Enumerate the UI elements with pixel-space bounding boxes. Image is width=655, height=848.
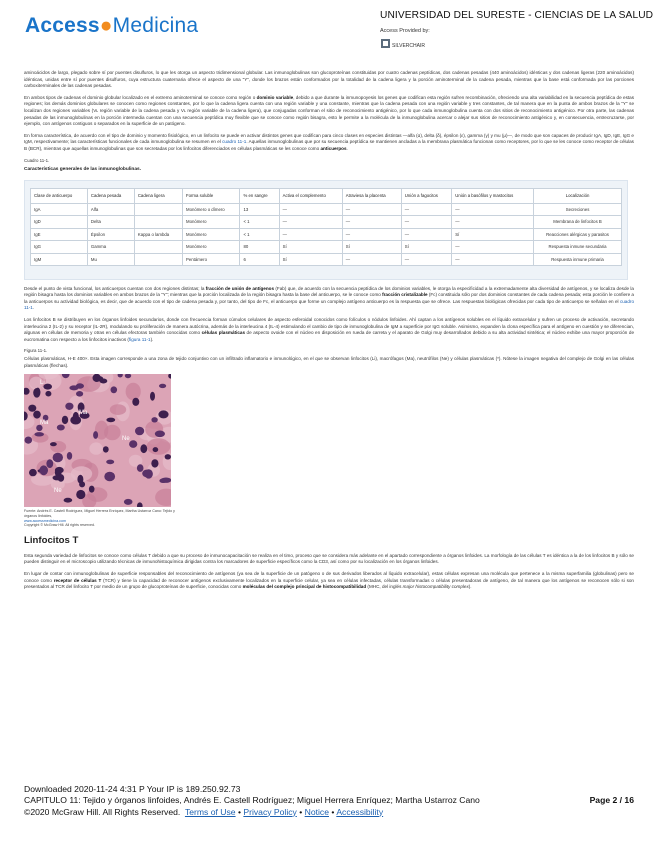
table-cell: — [452,203,534,216]
table-row [31,228,622,241]
micrograph-label: Ma [79,410,88,417]
table-cell: Mu [87,253,134,266]
table-row [31,216,622,229]
footer-separator: • [329,806,337,817]
nucleus-shape [124,499,133,505]
nucleus-shape [53,453,63,463]
table-cell: 80 [240,241,279,254]
paragraph-text: Los linfocitos B se distribuyen en los órganos linfoides secundarios, donde con frecuencia forman cúmulos celulares de aspecto esferoidal conocidos como folículos o nódulos linfoides. Ahí captan a los antígenos solubles en el líquido extracelular y sufren un proceso de activación, secretando interleucina 2 (IL-2) y su receptor (IL-2R), modulando su proliferación de manera autócrina, además de la interleucina 4 (IL-4) estimulando el cambio de tipo de inmunoglobulina de IgM a superficie por IgG soluble. Asimismo, expanden la clona específica para el antígeno en cuestión y se diferencian, algunas en células de memoria y otras en células efectoras también conocidas como [24,316,634,336]
table-cell: Secreciones [534,203,622,216]
table-cell: Sí [401,241,452,254]
plasma-cells-micrograph[interactable] [24,374,171,507]
table-header-cell: Clase de anticuerpo [31,188,88,203]
paragraph-text: (TCR) y tiene la capacidad de reconocer antígenos exclusivamente localizados en la superficie celular, ya sea en células infectadas, células transformadas o células presentadoras de antígeno, de tal manera que los antígenos se reconocen sólo si son presentados al TCR del linfocito T por medio de un grupo de glucoproteínas de superficie, conocidas como [24,577,634,590]
table-header-row [31,188,622,203]
paragraph [24,70,634,90]
table-cell [134,216,182,229]
table-cell: — [401,253,452,266]
paragraph-text: . Aquellas inmunoglobulinas que por su secuencia peptídica se mantienen ancladas a la membrana plasmática funcionan como receptores, por lo que se les conoce como receptor de células B (BCR), mientras que aquellas inmunoglobulinas que son secretadas por los linfocitos diferenciados en células plasmáticas se les conoce como [24,139,634,151]
nucleus-shape [35,388,40,396]
article-content [24,70,634,596]
paragraph-text: Esta segunda variedad de linfocitos se conoce como células T debido a que su proceso de inmunocapacitación se realiza en el timo, proceso que se considera más adelante en el apartado correspondiente a órganos linfoides. La morfología de las células T es idéntica a la de los linfocitos B y sólo se pueden distinguir en el microscopio utilizando técnicas de inmunohistoquímica dirigidas contra los marcadores de superficie específicos como la CD3, así como por su localización en los órganos linfoides. [24,552,634,565]
nucleus-shape [129,441,137,449]
paragraph [24,317,634,343]
footer-separator: • [296,806,305,817]
table-cell: < 1 [240,216,279,229]
paragraph [24,133,634,153]
table-cell: Sí [342,241,401,254]
function-paragraphs [24,286,634,344]
paragraph-text: (Fc) constituida sólo por dos dominios constantes de cada cadena pesada; esta porción le confiere a la anticuerpos su actividad biológica, es decir, que de acuerdo con el tipo de cadena pesada y, por tanto, del tipo de Fc, el anticuerpo que forme un complejo antígeno anticuerpo es la respuesta que se ofrece. Las respuestas biológicas ofrecidas por cada tipo de anticuerpo se señalan en el [24,292,634,304]
page-footer [24,784,634,818]
nucleus-shape [43,384,52,390]
nucleus-shape [62,416,68,424]
table-cell: < 1 [240,228,279,241]
nucleus-shape [57,425,65,431]
nucleus-shape [142,470,151,478]
paragraph [24,571,634,591]
table-header-cell: Localización [534,188,622,203]
nucleus-shape [104,472,115,481]
table-cell: Respuesta inmune primaria [534,253,622,266]
table-header-cell: % en sangre [240,188,279,203]
paragraph-text: Desde el punto de vista funcional, los anticuerpos cuentan con dos regiones distintas; la [24,285,206,291]
table-cell: Épsilon [87,228,134,241]
table-cell: IgD [31,216,88,229]
table-cell: Monómero [182,216,239,229]
table-cell: — [452,241,534,254]
bold-term: moléculas del complejo principal de histocompatibilidad [242,584,367,590]
cytoplasm-shape [147,439,171,455]
nucleus-shape [69,386,78,391]
nucleus-shape [155,431,165,438]
nucleus-shape [137,465,144,473]
cross-reference-link[interactable]: figura 11-1 [128,336,151,342]
bold-term: receptor de células T [53,577,102,583]
nucleus-shape [33,411,41,419]
paragraph-text: ). [468,584,472,590]
table-cell: Gamma [87,241,134,254]
accessibility-link[interactable]: Accessibility [336,806,384,817]
nucleus-shape [150,392,155,401]
nucleus-shape [132,398,139,406]
page-number: Page 2 / 16 [589,795,634,805]
micrograph-image [24,374,171,507]
nucleus-shape [67,452,72,460]
cytoplasm-shape [126,383,141,401]
table-cell: 13 [240,203,279,216]
paragraph-text: . [346,145,348,151]
nucleus-shape [65,403,73,410]
table-header-cell: Forma soluble [182,188,239,203]
nucleus-shape [106,460,114,465]
table-cell: — [401,203,452,216]
terms-of-use-link[interactable]: Terms of Use [184,806,236,817]
nucleus-shape [76,391,83,397]
immunoglobulin-table-box [24,180,628,280]
paragraph-text: (Fab) que, de acuerdo con la secuencia peptídica de los dominios variables, le otorga la especificidad a la extremadamente alta diversidad de antígenos, y se localiza desde la región bisagra hasta los dominios variables en ambos brazos de la "Y"; mientras que la porción localizada de la región bisagra hasta la base del anticuerpo, se le conoce como [24,285,634,298]
nucleus-shape [151,460,158,468]
table-cell: — [342,216,401,229]
nucleus-shape [28,405,36,412]
university-name: UNIVERSIDAD DEL SURESTE - CIENCIAS DE LA SALUD [380,10,654,21]
table-cell: Membrana de linfocitos B [534,216,622,229]
provider-logo [381,38,429,52]
logo-medicina-text: Medicina [112,14,199,37]
table-header-cell: Activa el complemento [279,188,342,203]
nucleus-shape [70,416,81,425]
micrograph-label: Ma [40,420,49,427]
table-cell: — [401,216,452,229]
nucleus-shape [93,432,98,440]
table-header-cell: Cadena pesada [87,188,134,203]
cross-reference-link[interactable]: cuadro 11-1 [222,139,247,145]
table-header-cell: Unión a basófilos y mastocitos [452,188,534,203]
caption-source: Fuente: Andrés E. Castell Rodríguez, Miguel Herrera Enríquez, Martha Ustarroz Cano: Tejido y órganos linfoides, [24,509,175,519]
cytoplasm-shape [110,405,126,416]
nucleus-shape [135,427,144,436]
linfocitos-t-paragraphs [24,553,634,591]
figura-label: Figura 11-1. [24,348,48,354]
paragraph-text: aminoácidos de largo, plegado sobre sí por puentes disulfuros, lo que les otorga un aspecto tridimensional globular. Las inmunoglobulinas son glucoproteínas constituidas por cuatro cadenas peptídicas, dos cadenas pesadas (440 aminoácidos) idénticas y dos cadenas ligeras (220 aminoácidos) idénticas, unidas entre sí por puentes disulfuros, cuya estructura cuaternaria ofrece el aspecto de una "Y", donde los brazos están conformados por la totalidad de la cadena ligera y la porción aminoterminal de la cadena pesada, mientras que la base está conformada por las porciones carboxiterminales de las cadenas pesadas. [24,70,634,89]
table-cell: — [342,253,401,266]
table-cell: IgE [31,228,88,241]
bold-term: fracción de unión de antígenos [205,285,275,291]
cuadro-label: Cuadro 11-1. [24,157,50,163]
table-cell: Alfa [87,203,134,216]
table-cell: — [342,228,401,241]
nucleus-shape [29,469,37,476]
copyright-line [24,807,634,818]
bold-term: células plasmáticas [201,330,246,336]
intro-paragraphs [24,70,634,153]
nucleus-shape [46,460,53,469]
table-body [31,203,622,266]
table-cell: — [452,253,534,266]
cytoplasm-shape [89,443,102,455]
nucleus-shape [165,455,171,460]
nucleus-shape [140,445,147,454]
table-cell: Monómero [182,228,239,241]
table-cell: Sí [279,253,342,266]
paragraph-text: En ambos tipos de cadenas el dominio globular localizado en el extremo aminoterminal se conoce como región o [24,94,257,100]
table-cell: IgA [31,203,88,216]
table-header-cell: Unión a fagocitos [401,188,452,203]
table-cell [134,241,182,254]
table-row [31,253,622,266]
accessmedicina-logo[interactable] [25,14,198,38]
bold-term: anticuerpos [320,145,347,151]
nucleus-shape [100,379,108,384]
bold-term: dominio variable [256,94,294,100]
table-cell: — [452,216,534,229]
paragraph-text: En forma característica, de acuerdo con el tipo de dominio y momento fisiológico, en un linfocito se puede en activar distintos genes que codifican para cinco clases en especies distintas —alfa (α), delta (δ), épsilon (ε), gamma (γ) y mu (μ)—, de modo que son capaces de producir IgA, IgD, IgE, IgG e IgM, respectivamente; las características funcionales de cada inmunoglobulina se resumen en el [24,132,634,145]
paragraph [24,286,634,312]
nucleus-shape [53,476,62,481]
table-cell: Delta [87,216,134,229]
table-cell: — [279,228,342,241]
nucleus-shape [64,498,73,503]
nucleus-shape [77,475,83,484]
table-cell: Pentámero [182,253,239,266]
table-cell: — [279,203,342,216]
nucleus-shape [55,467,64,473]
caption-url[interactable]: www.accessmedicina.com [24,518,66,523]
paragraph-text: major histocompatibility complex [402,584,469,590]
nucleus-shape [161,478,171,483]
table-header-cell: Atraviesa la placenta [342,188,401,203]
micrograph-label: Ne [54,488,62,495]
paragraph [24,553,634,566]
paragraph-text: (MHC, del inglés [366,584,403,590]
micrograph-label: Li [40,380,45,387]
micrograph-label: Ne [122,436,130,443]
table-cell: IgG [31,241,88,254]
nucleus-shape [159,384,166,388]
nucleus-shape [45,391,51,397]
download-info: Downloaded 2020-11-24 4:31 P Your IP is 189.250.92.73 [24,784,241,794]
table-cell: Monómero [182,241,239,254]
table-cell: 6 [240,253,279,266]
bold-term: fracción cristalizable [382,292,428,298]
table-cell: Reacciones alérgicas y parasitos [534,228,622,241]
nucleus-shape [39,466,48,476]
nucleus-shape [93,374,101,382]
logo-access-text: Access [25,14,100,37]
table-cell: — [279,216,342,229]
paragraph-text: , debido a que durante la inmunopoyesis los genes que codifican esta región sufren recombinación, ofreciendo una alta variabilidad en la secuencia peptídica de estas regiones; los demás dominios globulares se conocen como regiones constantes, por lo que la cadena ligera cuenta con una región variable y una constante, mientras que la cadena pesada con una región variable y tres constantes, de tal manera que en la punta de ambos brazos de la "Y" se localizan dos regiones variables (Vʟ región variable de la cadena pesada y Vʟ región variable de la cadena ligera), que conjugadas conforman el sitio de reconocimiento antigénico, por lo que cada inmunoglobulina cuenta con dos sitios de reconocimiento antigénico. Por otra parte, las cadenas pesadas de las inmunoglobulinas en la porción intermedia cuentan con una secuencia peptídica muy flexible que se conoce como región bisagra, esto le permite a la molécula de la inmunoglobulina acercar o alejar sus sitios de reconocimiento antigénico y, en consecuencia, entrecruzarse, por ejemplo, con antígenos contiguos o separados en la superficie de un patógeno. [24,94,634,127]
paragraph-text: ). [150,336,154,342]
table-cell: IgM [31,253,88,266]
table-cell: Sí [452,228,534,241]
provided-by-label: Access Provided by: [380,28,430,34]
table-cell: — [342,203,401,216]
nucleus-shape [158,411,168,419]
table-header-cell: Cadena ligera [134,188,182,203]
table-cell: Sí [279,241,342,254]
immunoglobulin-table [30,188,622,267]
nucleus-shape [89,486,95,493]
nucleus-shape [111,387,118,394]
figure-caption [24,509,184,527]
table-cell: Kappa o lambda [134,228,182,241]
page-header [0,0,655,62]
paragraph-text: . [32,305,35,311]
table-row [31,203,622,216]
privacy-policy-link[interactable]: Privacy Policy [243,806,297,817]
paragraph [24,95,634,128]
section-title: Linfocitos T [24,534,79,546]
notice-link[interactable]: Notice [304,806,329,817]
cuadro-title: Características generales de las inmunoglobulinas. [24,166,142,172]
cross-reference-link[interactable]: cuadro 11-1 [24,298,634,311]
nucleus-shape [34,433,44,437]
nucleus-shape [50,443,57,447]
nucleus-shape [153,448,159,453]
chapter-citation: CAPITULO 11: Tejido y órganos linfoides, Andrés E. Castell Rodríguez; Miguel Herrera Enríquez; Martha Ustarroz Cano [24,795,480,806]
nucleus-shape [151,418,157,423]
table-row [31,241,622,254]
table-cell [134,253,182,266]
nucleus-shape [25,437,33,444]
logo-dot-icon: ● [99,14,113,37]
footer-separator: • [235,806,244,817]
nucleus-shape [103,447,109,453]
nucleus-shape [106,418,115,423]
table-cell: — [401,228,452,241]
table-cell: Respuesta inmune secundaria [534,241,622,254]
table-cell [134,203,182,216]
copyright-text: ©2020 McGraw Hill. All Rights Reserved. [24,806,181,817]
provider-logo-text: SILVERCHAIR [392,43,425,49]
caption-copyright: Copyright © McGraw Hill. All rights reserved. [24,523,95,528]
figura-text: Células plasmáticas, H-E 400×. Esta imagen corresponde a una zona de tejido conjuntivo con un infiltrado inflamatorio e inmunológico, en el que se observan linfocitos (Li), macrófagos (Ma), neutrófilos (Ne) y células plasmáticas (*). Nótese la imagen negativa del complejo de Golgi en las células plasmáticas (flechas). [24,356,634,368]
table-cell: Monómero o dímero [182,203,239,216]
paragraph-text: de aspecto ovoide con el núcleo en disposición en rueda de carreta y el aparato de Golgi muy desarrollados debido a su alta actividad sintética; el núcleo exhibe una mayor proporción de eucromatina con respecto a los linfocitos inactivos ( [24,330,634,342]
paragraph-text: En lugar de contar con inmunoglobulinas de superficie responsables del reconocimiento de antígenos (ya sea de la superficie de un patógeno o de sus derivados liberados al líquido extracelular), estas células expresan una molécula que pertenece a la misma superfamilia (globulinas) pero se conoce como [24,571,634,583]
nucleus-shape [76,490,85,499]
